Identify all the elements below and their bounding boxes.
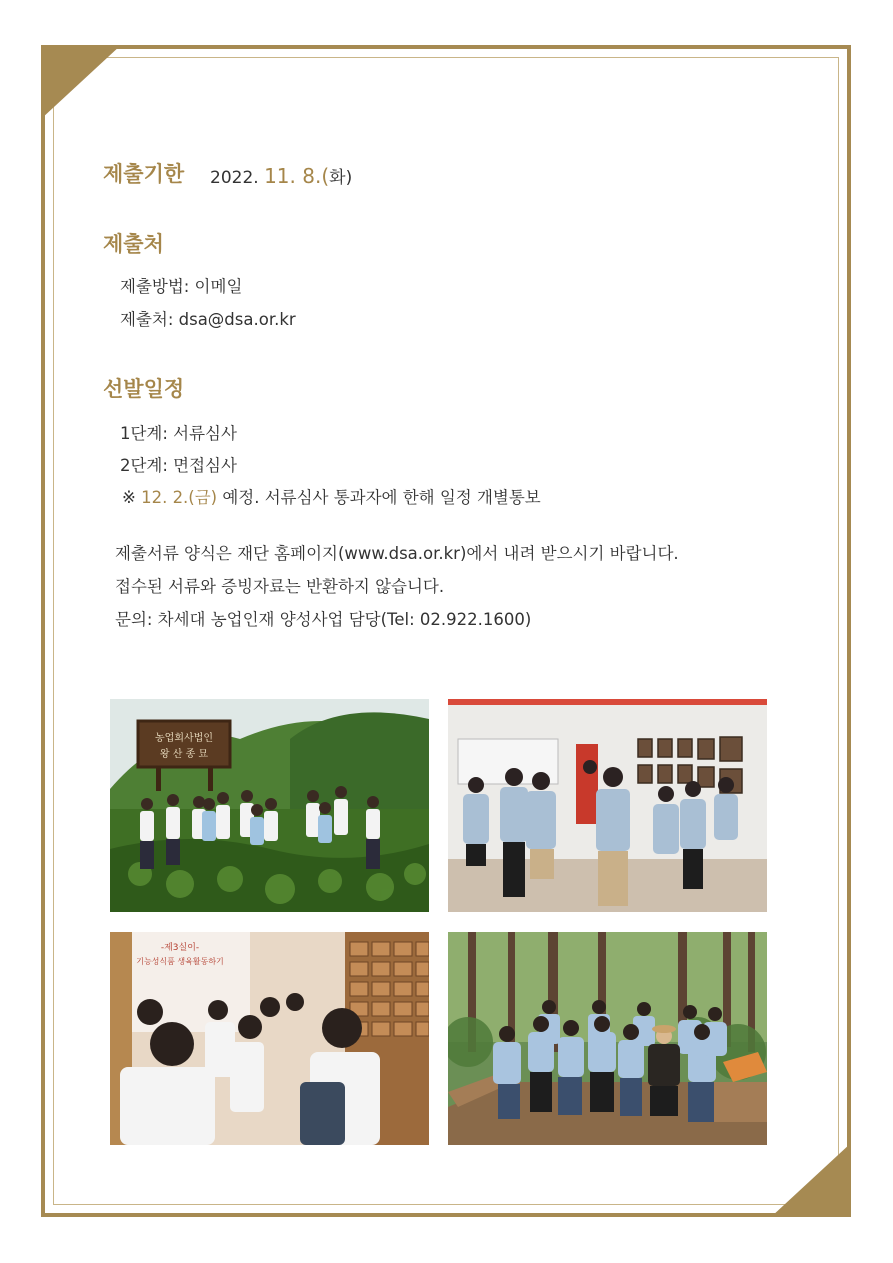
farm-sign-line2: 왕 산 종 묘 xyxy=(159,749,209,760)
exhibit-banner-line2: 기능성식품 생육활동하기 xyxy=(136,957,224,966)
deadline-value xyxy=(210,163,352,188)
notes-line3: 문의: 차세대 농업인재 양성사업 담당(Tel: 02.922.1600) xyxy=(115,610,532,629)
deadline-day: 화 xyxy=(329,168,346,188)
deadline-close: ) xyxy=(345,168,353,188)
submission-method: 제출방법: 이메일 xyxy=(120,277,243,296)
exhibit-banner-line1: -제3실이- xyxy=(160,943,200,953)
notes-line2: 접수된 서류와 증빙자료는 반환하지 않습니다. xyxy=(115,577,445,596)
photo-forest-group xyxy=(448,932,767,1145)
selection-heading: 선발일정 xyxy=(103,377,185,401)
deadline-heading: 제출기한 xyxy=(103,162,185,186)
photo-farm-field xyxy=(110,699,429,912)
note-text: 예정. 서류심사 통과자에 한해 일정 개별통보 xyxy=(217,488,541,507)
notes-line1: 제출서류 양식은 재단 홈페이지(www.dsa.or.kr)에서 내려 받으시기 바랍니다. xyxy=(115,544,679,563)
note-mark: ※ xyxy=(122,488,142,507)
selection-step1: 1단계: 서류심사 xyxy=(120,424,237,443)
photo-gallery-corridor xyxy=(110,932,429,1145)
selection-note xyxy=(122,484,541,508)
selection-step2: 2단계: 면접심사 xyxy=(120,456,237,475)
note-date: 12. 2.(금) xyxy=(141,488,218,507)
farm-sign-line1: 농업회사법인 xyxy=(155,733,213,744)
corner-ornament-top-left xyxy=(41,45,121,119)
photo-exhibition-room xyxy=(448,699,767,912)
submission-heading: 제출처 xyxy=(103,232,164,256)
submission-address: 제출처: dsa@dsa.or.kr xyxy=(120,310,296,329)
deadline-year: 2022. xyxy=(210,168,259,188)
deadline-date: 11. 8.( xyxy=(264,164,330,188)
corner-ornament-bottom-right xyxy=(771,1143,851,1217)
